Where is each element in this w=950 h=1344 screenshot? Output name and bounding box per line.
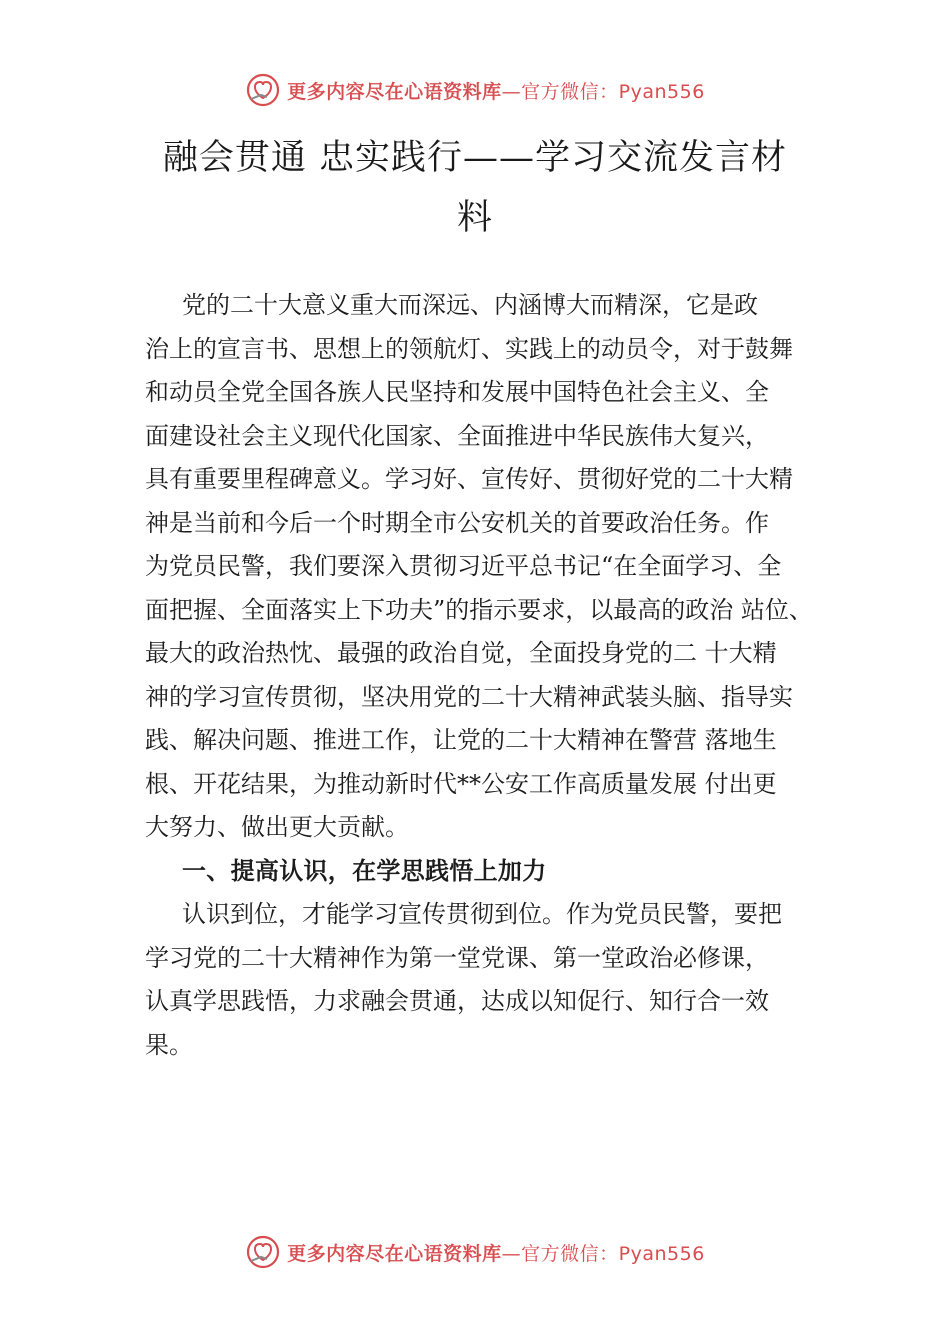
document-title	[150, 128, 800, 248]
paragraph-line: 党的二十大意义重大而深远、内涵博大而精深，它是政	[182, 291, 758, 319]
paragraph-line: 大努力、做出更大贡献。	[145, 813, 409, 841]
paragraph-line: 面建设社会主义现代化国家、全面推进中华民族伟大复兴，	[145, 421, 769, 450]
footer-watermark-banner	[0, 1230, 950, 1274]
paragraph-line: 果。	[145, 1030, 193, 1059]
paragraph-line: 面把握、全面落实上下功夫”的指示要求，以最高的政治 站位、	[145, 595, 813, 624]
watermark-text: 更多内容尽在心语资料库—官方微信：Pyan556	[287, 1242, 705, 1265]
paragraph-line: 神是当前和今后一个时期全市公安机关的首要政治任务。作	[145, 508, 769, 537]
paragraph-line: 为党员民警，我们要深入贯彻习近平总书记“在全面学习、全	[145, 552, 782, 580]
header-watermark-banner	[0, 68, 950, 112]
paragraph-line: 和动员全党全国各族人民坚持和发展中国特色社会主义、全	[145, 378, 769, 406]
paragraph-line: 认识到位，才能学习宣传贯彻到位。作为党员民警，要把	[182, 900, 782, 928]
paragraph-line: 认真学思践悟，力求融会贯通，达成以知促行、知行合一效	[145, 987, 769, 1015]
paragraph-line: 具有重要里程碑意义。学习好、宣传好、贯彻好党的二十大精	[145, 465, 793, 493]
section-heading-1: 一、提高认识，在学思践悟上加力	[182, 856, 547, 885]
paragraph-line: 治上的宣言书、思想上的领航灯、实践上的动员令，对于鼓舞	[145, 334, 793, 363]
paragraph-line: 神的学习宣传贯彻，坚决用党的二十大精神武装头脑、指导实	[145, 682, 793, 711]
paragraph-line: 根、开花结果，为推动新时代**公安工作高质量发展 付出更	[145, 769, 777, 798]
paragraph-line: 践、解决问题、推进工作，让党的二十大精神在警营 落地生	[145, 726, 777, 754]
paragraph-line: 最大的政治热忱、最强的政治自觉，全面投身党的二 十大精	[145, 639, 777, 667]
document-body	[145, 284, 835, 1067]
title-line-2: 料	[456, 198, 493, 238]
title-line-1: 融会贯通 忠实践行——学习交流发言材	[162, 138, 788, 178]
watermark-text: 更多内容尽在心语资料库—官方微信：Pyan556	[287, 80, 705, 103]
paragraph-line: 学习党的二十大精神作为第一堂党课、第一堂政治必修课，	[145, 943, 769, 972]
heart-hand-logo-icon	[245, 1234, 281, 1270]
heart-hand-logo-icon	[245, 72, 281, 108]
